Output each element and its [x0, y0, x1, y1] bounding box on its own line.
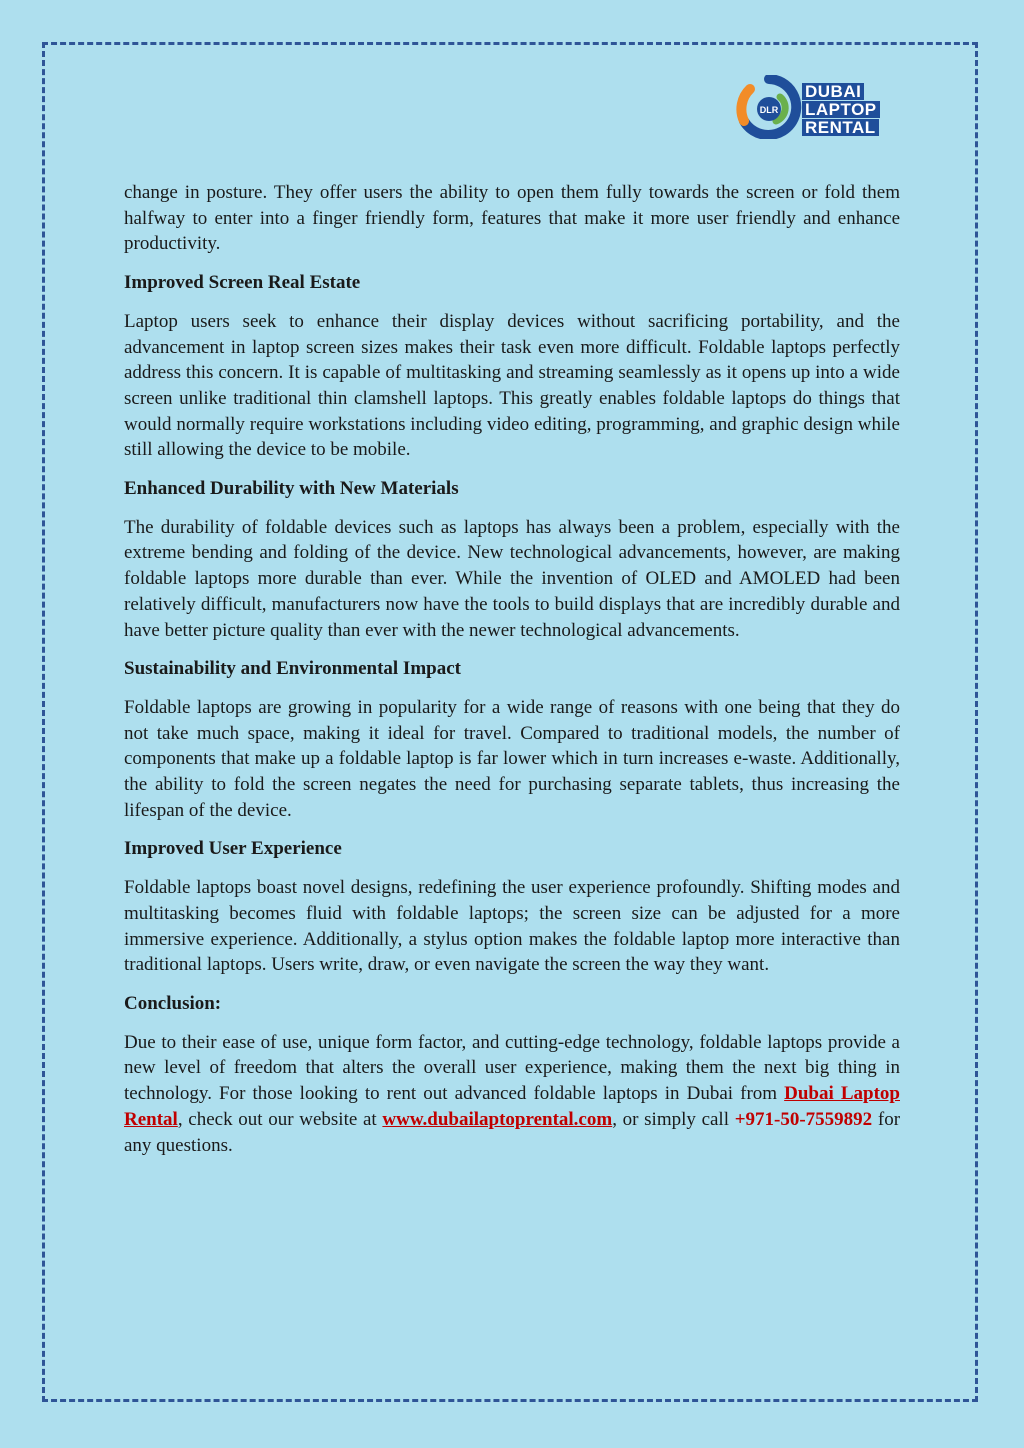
brand-link[interactable]: Dubai Laptop Rental [124, 1083, 900, 1130]
logo-wordmark [802, 83, 880, 137]
conclusion-text-2: , check out our website at [177, 1108, 383, 1130]
logo-line-3: RENTAL [802, 119, 879, 136]
section-heading: Improved User Experience [124, 838, 342, 860]
dlr-logo-icon [736, 75, 802, 139]
section-paragraph: Foldable laptops boast novel designs, redefining the user experience profoundly. Shifting modes and multitasking becomes fluid with foldable laptops; the screen size can be adjusted for a more immersive experience. Additionally, a stylus option makes the foldable laptop more interactive than traditional laptops. Users write, draw, or even navigate the screen the way they want. [124, 877, 900, 976]
phone-number[interactable]: +971-50-7559892 [734, 1108, 873, 1130]
conclusion-text-4: for any questions. [124, 1108, 901, 1156]
section-paragraph: Foldable laptops are growing in popularity for a wide range of reasons with one being that they do not take much space, making it ideal for travel. Compared to traditional models, the number of components that make up a foldable laptop is far lower which in turn increases e-waste. Additionally, the ability to fold the screen negates the need for purchasing separate tablets, thus increasing the lifespan of the device. [124, 696, 900, 821]
section-heading: Sustainability and Environmental Impact [124, 658, 461, 680]
logo-badge: DLR [759, 105, 779, 115]
article-body [124, 180, 900, 1171]
intro-paragraph: change in posture. They offer users the ability to open them fully towards the screen or fold them halfway to enter into a finger friendly form, features that make it more user friendly and enhance productivity. [124, 182, 900, 255]
logo-line-2: LAPTOP [802, 101, 880, 118]
company-logo [736, 75, 888, 139]
conclusion-text-1: Due to their ease of use, unique form factor, and cutting-edge technology, foldable laptops provide a new level of freedom that alters the overall user experience, making them the next big thing in technology. For those looking to rent out advanced foldable laptops in Dubai from [124, 1031, 900, 1105]
section-paragraph: Laptop users seek to enhance their display devices without sacrificing portability, and the advancement in laptop screen sizes makes their task even more difficult. Foldable laptops perfectly address this concern. It is capable of multitasking and streaming seamlessly as it opens up into a wide screen unlike traditional thin clamshell laptops. This greatly enables foldable laptops do things that would normally require workstations including video editing, programming, and graphic design while still allowing the device to be mobile. [124, 310, 900, 461]
section-heading: Enhanced Durability with New Materials [124, 478, 459, 500]
logo-line-1: DUBAI [802, 83, 864, 100]
section-heading: Improved Screen Real Estate [124, 272, 361, 294]
conclusion-heading: Conclusion: [124, 992, 222, 1014]
conclusion-paragraph [124, 1030, 900, 1159]
section-paragraph: The durability of foldable devices such as laptops has always been a problem, especially with the extreme bending and folding of the device. New technological advancements, however, are making foldable laptops more durable than ever. While the invention of OLED and AMOLED had been relatively difficult, manufacturers now have the tools to build displays that are incredibly durable and have better picture quality than ever with the newer technological advancements. [124, 516, 900, 641]
website-link[interactable]: www.dubailaptoprental.com [382, 1108, 613, 1130]
conclusion-text-3: , or simply call [612, 1108, 735, 1130]
